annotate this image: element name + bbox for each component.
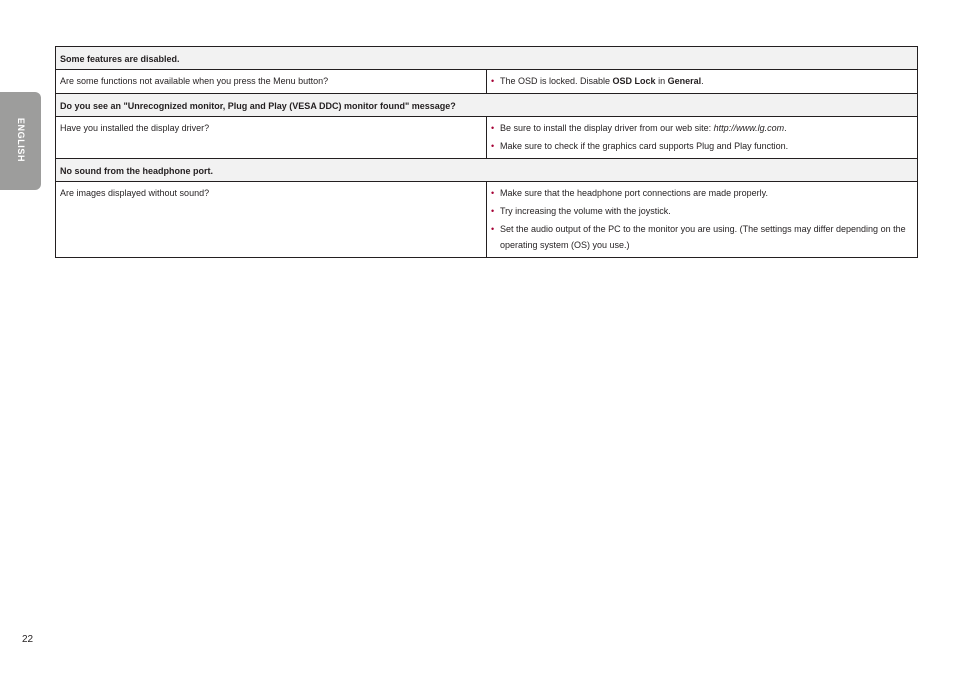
section-title: Some features are disabled. [56,47,918,70]
page-number: 22 [22,634,34,645]
table-row [56,117,918,159]
answer-cell [487,182,918,258]
answer-cell [487,117,918,159]
list-item: • Set the audio output of the PC to the monitor you are using. (The settings may differ depending on the operating system (OS) you use.) [491,221,913,253]
list-item: • The OSD is locked. Disable OSD Lock in General. [491,73,913,89]
language-side-tab-label: ENGLISH [16,117,26,163]
section-header [56,159,918,182]
bullet-icon: • [491,224,495,234]
section-title: Do you see an "Unrecognized monitor, Plug and Play (VESA DDC) monitor found" message? [56,94,918,117]
answer-cell [487,70,918,94]
bullet-icon: • [491,123,495,133]
answer-list [491,73,913,89]
menu-term: General [667,76,702,86]
troubleshooting-table [55,46,918,258]
bullet-icon: • [491,76,495,86]
list-item: • Make sure that the headphone port connections are made properly. [491,185,913,201]
section-header [56,94,918,117]
answer-list [491,185,913,253]
table-row [56,70,918,94]
website-link[interactable]: http://www.lg.com [713,123,785,133]
list-item: • Try increasing the volume with the joystick. [491,203,913,219]
list-item: • Make sure to check if the graphics card supports Plug and Play function. [491,138,913,154]
bullet-icon: • [491,206,495,216]
section-header [56,47,918,70]
bullet-icon: • [491,188,495,198]
bullet-icon: • [491,141,495,151]
question-cell: Are some functions not available when you press the Menu button? [56,70,487,94]
menu-term: OSD Lock [612,76,656,86]
question-cell: Are images displayed without sound? [56,182,487,258]
answer-list [491,120,913,154]
table-row [56,182,918,258]
question-cell: Have you installed the display driver? [56,117,487,159]
list-item: • Be sure to install the display driver from our web site: http://www.lg.com. [491,120,913,136]
section-title: No sound from the headphone port. [56,159,918,182]
